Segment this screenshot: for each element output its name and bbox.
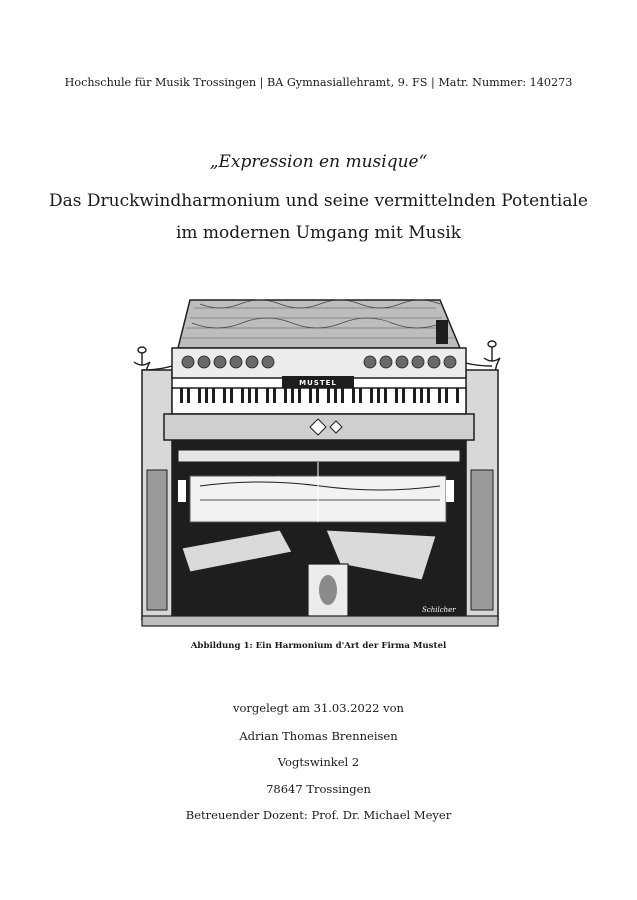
engraver-signature: Schilcher <box>422 606 456 614</box>
supervisor: Betreuender Dozent: Prof. Dr. Michael Meyer <box>185 808 452 822</box>
harmonium-lid <box>178 300 460 348</box>
title-quote: „Expression en musique“ <box>209 152 428 172</box>
author-name: Adrian Thomas Brenneisen <box>239 729 398 743</box>
author-street: Vogtswinkel 2 <box>277 755 360 769</box>
figure-caption: Abbildung 1: Ein Harmonium d'Art der Firma Mustel <box>190 641 447 651</box>
author-city: 78647 Trossingen <box>266 782 371 796</box>
harmonium-illustration <box>130 290 508 632</box>
title-line-2: im modernen Umgang mit Musik <box>175 223 462 243</box>
submission-date: vorgelegt am 31.03.2022 von <box>233 701 404 715</box>
title-line-1: Das Druckwindharmonium und seine vermittelnden Potentiale <box>49 191 588 211</box>
page-header: Hochschule für Musik Trossingen | BA Gymnasiallehramt, 9. FS | Matr. Nummer: 140273 <box>64 76 573 89</box>
maker-plate: MUSTEL <box>299 379 337 387</box>
